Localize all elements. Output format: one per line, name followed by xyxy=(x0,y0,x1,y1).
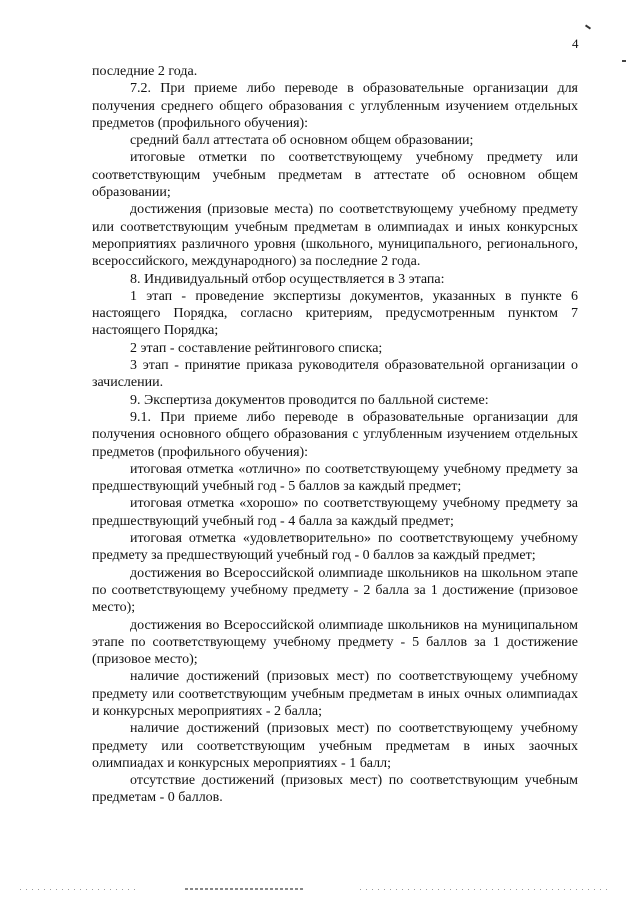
paragraph-9: 9. Экспертиза документов проводится по балльной системе: xyxy=(130,392,489,408)
scan-artifact xyxy=(20,889,140,890)
score-olympiad-school: достижения во Всероссийской олимпиаде школьников на школьном этапе по соответствующему учебному предмету - 2 балла за 1 достижение (призовое место); xyxy=(92,565,578,616)
paragraph-8: 8. Индивидуальный отбор осуществляется в 3 этапа: xyxy=(130,271,445,287)
scan-mark xyxy=(585,24,591,29)
scan-artifact xyxy=(360,889,610,890)
paragraph-continuation: последние 2 года. xyxy=(92,64,198,79)
scan-artifact xyxy=(185,888,305,890)
score-no-achievements: отсутствие достижений (призовых мест) по соответствующим учебным предметам - 0 баллов. xyxy=(92,773,578,806)
criterion-final-grades: итоговые отметки по соответствующему учебному предмету или соответствующим учебным предметам в аттестате об основном общем образовании; xyxy=(92,150,578,201)
score-in-person-contests: наличие достижений (призовых мест) по соответствующему учебному предмету или соответствующим учебным предметам в иных очных олимпиадах и конкурсных мероприятиях - 2 балла; xyxy=(92,669,578,719)
score-good: итоговая отметка «хорошо» по соответствующему учебному предмету за предшествующий учебный год - 4 балла за каждый предмет; xyxy=(92,496,578,529)
score-olympiad-municipal: достижения во Всероссийской олимпиаде школьников на муниципальном этапе по соответствующему учебному предмету - 5 баллов за 1 достижение (призовое место); xyxy=(92,617,578,668)
score-excellent: итоговая отметка «отлично» по соответствующему учебному предмету за предшествующий учебный год - 5 баллов за каждый предмет; xyxy=(92,461,578,495)
score-remote-contests: наличие достижений (призовых мест) по соответствующему учебному предмету или соответствующим учебным предметам в иных заочных олимпиадах и конкурсных мероприятиях - 1 балл; xyxy=(92,721,578,771)
criterion-achievements: достижения (призовые места) по соответствующему учебному предмету или соответствующим учебным предметам в олимпиадах и иных конкурсных мероприятиях различного уровня (школьного, муниципального, регионального, всероссийского, международного) за последние 2 года. xyxy=(92,202,578,270)
stage-2: 2 этап - составление рейтингового списка; xyxy=(130,340,383,356)
page-number: 4 xyxy=(572,36,579,51)
paragraph-7-2: 7.2. При приеме либо переводе в образовательные организации для получения среднего общего образования с углубленным изучением отдельных предметов (профильного обучения): xyxy=(92,81,578,131)
scan-mark xyxy=(622,60,626,62)
score-satisfactory: итоговая отметка «удовлетворительно» по соответствующему учебному предмету за предшествующий учебный год - 0 баллов за каждый предмет; xyxy=(92,531,578,564)
criterion-average-grade: средний балл аттестата об основном общем образовании; xyxy=(130,133,474,149)
stage-3: 3 этап - принятие приказа руководителя образовательной организации о зачислении. xyxy=(92,358,578,391)
document-body xyxy=(92,63,578,807)
paragraph-9-1: 9.1. При приеме либо переводе в образовательные организации для получения основного общего образования с углубленным изучением отдельных предметов (профильного обучения): xyxy=(92,409,578,460)
stage-1: 1 этап - проведение экспертизы документов, указанных в пункте 6 настоящего Порядка, согласно критериям, предусмотренным пунктом 7 настоящего Порядка; xyxy=(92,288,578,339)
